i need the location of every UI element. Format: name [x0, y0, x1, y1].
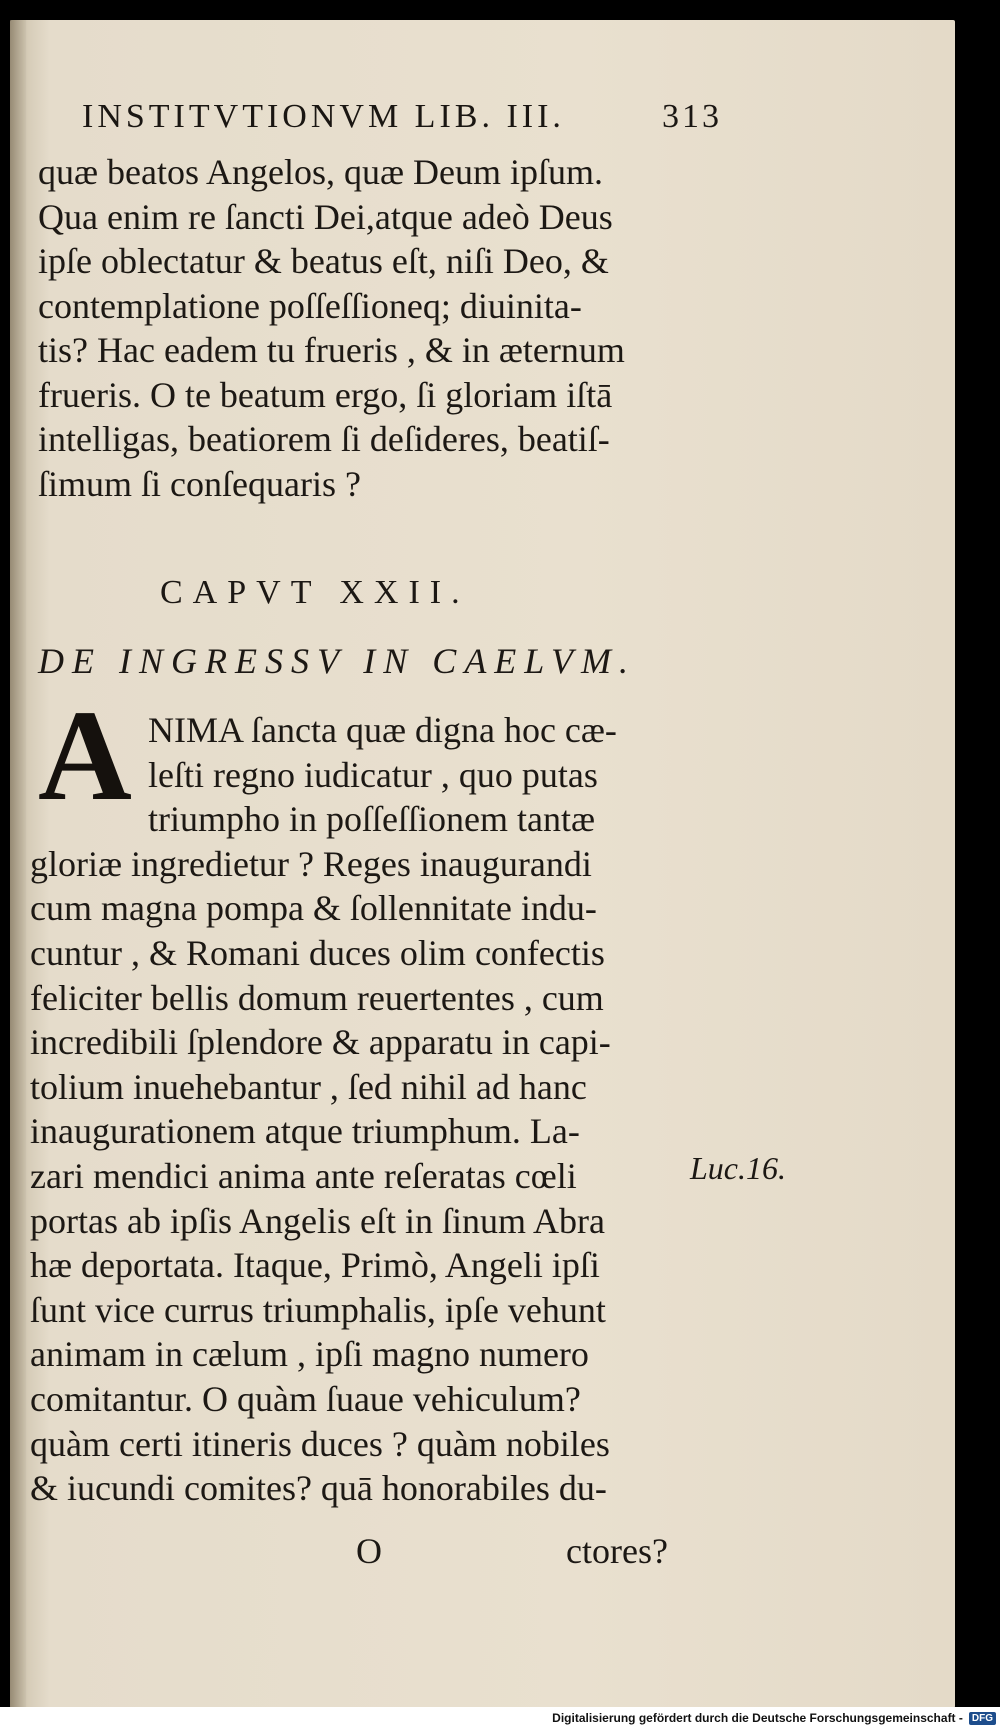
text-line: quæ beatos Angelos, quæ Deum ipſum.	[38, 152, 603, 192]
catchword: ctores?	[566, 1531, 668, 1571]
margin-note: Luc.16.	[690, 1150, 786, 1186]
drop-cap-initial: A	[38, 684, 132, 828]
text-line: hæ deportata. Itaque, Primò, Angeli ipſi	[30, 1245, 600, 1286]
text-line: comitantur. O quàm ſuaue vehiculum?	[30, 1379, 581, 1419]
text-line: contemplatione poſſeſſioneq; diuinita-	[38, 285, 582, 326]
text-line: ſunt vice currus triumphalis, ipſe vehunt	[30, 1289, 606, 1330]
text-line: ipſe oblectatur & beatus eſt, niſi Deo, &	[38, 241, 609, 281]
text-line: intelligas, beatiorem ſi deſideres, beatiſ-	[38, 419, 610, 459]
signature-mark: O	[356, 1531, 382, 1571]
text-line: feliciter bellis domum reuertentes , cum	[30, 977, 604, 1018]
text-line: tolium inuehebantur , ſed nihil ad hanc	[30, 1066, 587, 1107]
text-line: NIMA ſancta quæ digna hoc cæ-	[148, 710, 617, 750]
footer-credit-text: Digitalisierung gefördert durch die Deutsche Forschungsgemeinschaft -	[552, 1711, 963, 1725]
text-line: Qua enim re ſancti Dei,atque adeò Deus	[38, 196, 613, 237]
dfg-logo: DFG	[969, 1712, 996, 1725]
text-line: animam in cælum , ipſi magno numero	[30, 1334, 589, 1375]
text-line: portas ab ipſis Angelis eſt in ſinum Abra	[30, 1200, 605, 1241]
chapter-title: DE INGRESSV IN CAELVM.	[38, 641, 636, 681]
text-line: tis? Hac eadem tu frueris , & in æternum	[38, 330, 625, 370]
text-line: ſimum ſi conſequaris ?	[38, 463, 361, 504]
text-line: gloriæ ingredietur ? Reges inaugurandi	[30, 843, 592, 884]
chapter-heading: CAPVT XXII.	[160, 574, 470, 611]
text-line: zari mendici anima ante reſeratas cœli	[30, 1156, 577, 1196]
text-line: cum magna pompa & ſollennitate indu-	[30, 888, 597, 929]
text-line: cuntur , & Romani duces olim confectis	[30, 933, 605, 973]
page-number: 313	[662, 98, 722, 135]
text-line: inaugurationem atque triumphum. La-	[30, 1111, 580, 1152]
running-head	[82, 98, 722, 136]
text-line: & iucundi comites? quā honorabiles du-	[30, 1468, 607, 1509]
running-head-title: INSTITVTIONVM LIB. III.	[82, 98, 565, 135]
text-line: leſti regno iudicatur , quo putas	[148, 754, 598, 795]
text-line: frueris. O te beatum ergo, ſi gloriam iſtā	[38, 374, 613, 415]
text-line: quàm certi itineris duces ? quàm nobiles	[30, 1423, 610, 1464]
text-line: triumpho in poſſeſſionem tantæ	[148, 799, 595, 840]
text-line: incredibili ſplendore & apparatu in capi-	[30, 1022, 611, 1063]
digitization-footer	[0, 1707, 1000, 1729]
page-gutter-shadow	[10, 20, 26, 1708]
